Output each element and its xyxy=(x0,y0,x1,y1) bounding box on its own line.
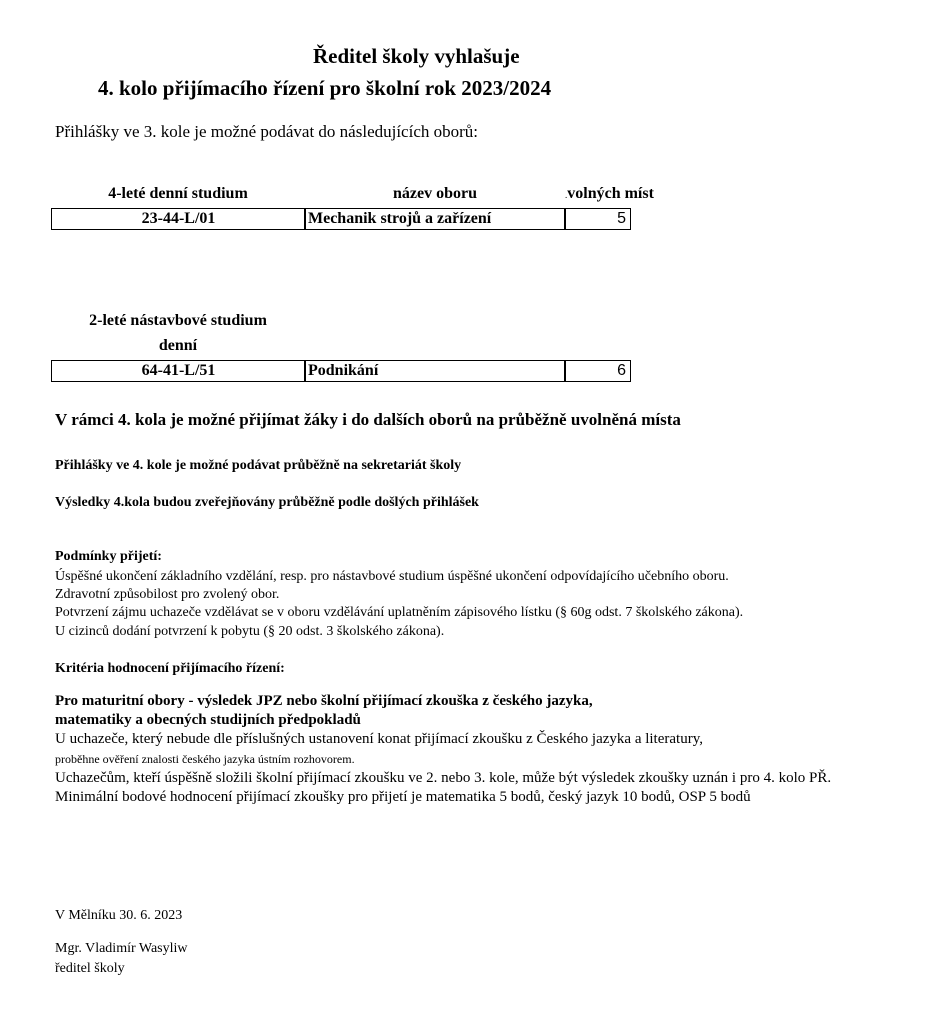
criteria-line-3: Uchazečům, kteří úspěšně složili školní přijímací zkoušku ve 2. nebo 3. kole, může být výsledek zkoušky uznán i pro 4. kolo PŘ. xyxy=(55,770,832,786)
criteria-line-4: Minimální bodové hodnocení přijímací zkoušky pro přijetí je matematika 5 bodů, český jazyk 10 bodů, OSP 5 bodů xyxy=(55,789,751,805)
criteria-sub-line-2: matematiky a obecných studijních předpokladů xyxy=(55,712,361,728)
conditions-line-4: U cizinců dodání potvrzení k pobytu (§ 20 odst. 3 školského zákona). xyxy=(55,624,445,639)
table2-code: 64-41-L/51 xyxy=(51,360,306,382)
title-line-1: Ředitel školy vyhlašuje xyxy=(313,44,520,68)
criteria-sub-line-1: Pro maturitní obory - výsledek JPZ nebo školní přijímací zkouška z českého jazyka, xyxy=(55,693,593,709)
table1-col3-header: .volných míst xyxy=(565,185,654,202)
signatory-role: ředitel školy xyxy=(55,961,125,976)
intro-text: Přihlášky ve 3. kole je možné podávat do následujících oborů: xyxy=(55,122,479,141)
round4-note: V rámci 4. kola je možné přijímat žáky i do dalších oborů na průběžně uvolněná místa xyxy=(55,410,681,429)
criteria-line-2: proběhne ověření znalosti českého jazyka ústním rozhovorem. xyxy=(55,752,355,766)
applications-note: Přihlášky ve 4. kole je možné podávat průběžně na sekretariát školy xyxy=(55,458,462,473)
table1-places: 5 xyxy=(564,208,631,230)
title-line-2: 4. kolo přijímacího řízení pro školní rok 2023/2024 xyxy=(98,76,552,100)
criteria-heading: Kritéria hodnocení přijímacího řízení: xyxy=(55,661,285,676)
table2-places: 6 xyxy=(564,360,631,382)
table1-code: 23-44-L/01 xyxy=(51,208,306,230)
table2-header-line-1: 2-leté nástavbové studium xyxy=(89,312,267,329)
table2-header-line-2: denní xyxy=(158,337,198,354)
criteria-line-1: U uchazeče, který nebude dle příslušných ustanovení konat přijímací zkoušku z Českého jazyka a literatury, xyxy=(55,731,703,747)
conditions-heading: Podmínky přijetí: xyxy=(55,549,162,564)
conditions-line-2: Zdravotní způsobilost pro zvolený obor. xyxy=(55,587,280,602)
conditions-line-3: Potvrzení zájmu uchazeče vzdělávat se v oboru vzdělávání uplatněním zápisového lístku (§ 60g odst. 7 školského zákona). xyxy=(55,605,744,620)
table2-name: Podnikání xyxy=(304,360,566,382)
conditions-line-1: Úspěšné ukončení základního vzdělání, resp. pro nástavbové studium úspěšné ukončení odpovídajícího učebního oboru. xyxy=(55,569,729,584)
table1-col2-header: název oboru xyxy=(393,185,477,202)
results-note: Výsledky 4.kola budou zveřejňovány průběžně podle došlých přihlášek xyxy=(55,495,479,510)
signatory-name: Mgr. Vladimír Wasyliw xyxy=(55,941,188,956)
table1-name: Mechanik strojů a zařízení xyxy=(304,208,566,230)
table1-col1-header: 4-leté denní studium xyxy=(108,185,248,202)
place-date: V Mělníku 30. 6. 2023 xyxy=(55,908,183,923)
